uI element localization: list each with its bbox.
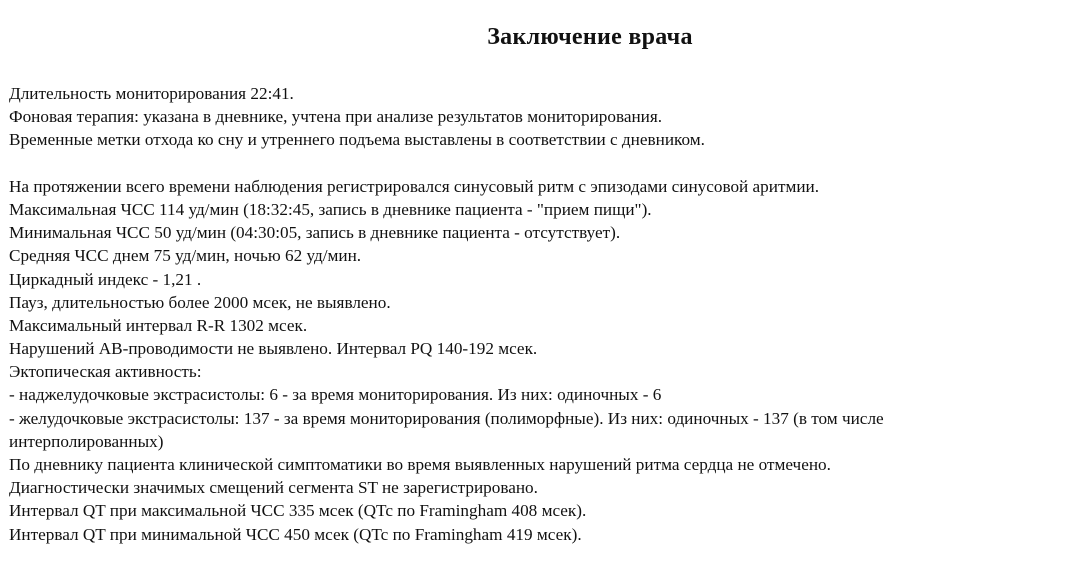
avg-hr-line: Средняя ЧСС днем 75 уд/мин, ночью 62 уд/мин. bbox=[9, 246, 362, 266]
page-title: Заключение врача bbox=[487, 24, 693, 50]
ventricular-line-continued: интерполированных) bbox=[9, 431, 164, 451]
max-hr-line: Максимальная ЧСС 114 уд/мин (18:32:45, запись в дневнике пациента - "прием пищи"). bbox=[9, 199, 652, 219]
symptoms-line: По дневнику пациента клинической симптоматики во время выявленных нарушений ритма сердца не отмечено. bbox=[9, 455, 831, 474]
time-marks-line: Временные метки отхода ко сну и утреннего подъема выставлены в соответствии с дневником. bbox=[9, 130, 705, 150]
circadian-index-line: Циркадный индекс - 1,21 . bbox=[9, 269, 202, 289]
qt-min-hr-line: Интервал QT при минимальной ЧСС 450 мсек (QTc по Framingham 419 мсек). bbox=[9, 524, 582, 544]
qt-max-hr-line: Интервал QT при максимальной ЧСС 335 мсек (QTc по Framingham 408 мсек). bbox=[9, 501, 587, 521]
monitoring-duration-line: Длительность мониторирования 22:41. bbox=[9, 84, 294, 103]
st-segment-line: Диагностически значимых смещений сегмента ST не зарегистрировано. bbox=[9, 478, 538, 498]
pauses-line: Пауз, длительностью более 2000 мсек, не выявлено. bbox=[9, 292, 391, 312]
background-therapy-line: Фоновая терапия: указана в дневнике, учтена при анализе результатов мониторирования. bbox=[9, 107, 663, 127]
paragraph-gap bbox=[9, 152, 1080, 175]
max-rr-line: Максимальный интервал R-R 1302 мсек. bbox=[9, 315, 308, 335]
av-conduction-line: Нарушений АВ-проводимости не выявлено. Интервал PQ 140-192 мсек. bbox=[9, 339, 538, 359]
ventricular-line: - желудочковые экстрасистолы: 137 - за время мониторирования (полиморфные). Из них: одиночных - 137 (в том числе bbox=[9, 408, 884, 428]
conclusion-text bbox=[9, 82, 1080, 546]
supraventricular-line: - наджелудочковые экстрасистолы: 6 - за время мониторирования. Из них: одиночных - 6 bbox=[9, 385, 662, 405]
min-hr-line: Минимальная ЧСС 50 уд/мин (04:30:05, запись в дневнике пациента - отсутствует). bbox=[9, 223, 621, 243]
ectopic-activity-heading: Эктопическая активность: bbox=[9, 362, 202, 382]
rhythm-line: На протяжении всего времени наблюдения регистрировался синусовый ритм с эпизодами синусовой аритмии. bbox=[9, 176, 820, 196]
